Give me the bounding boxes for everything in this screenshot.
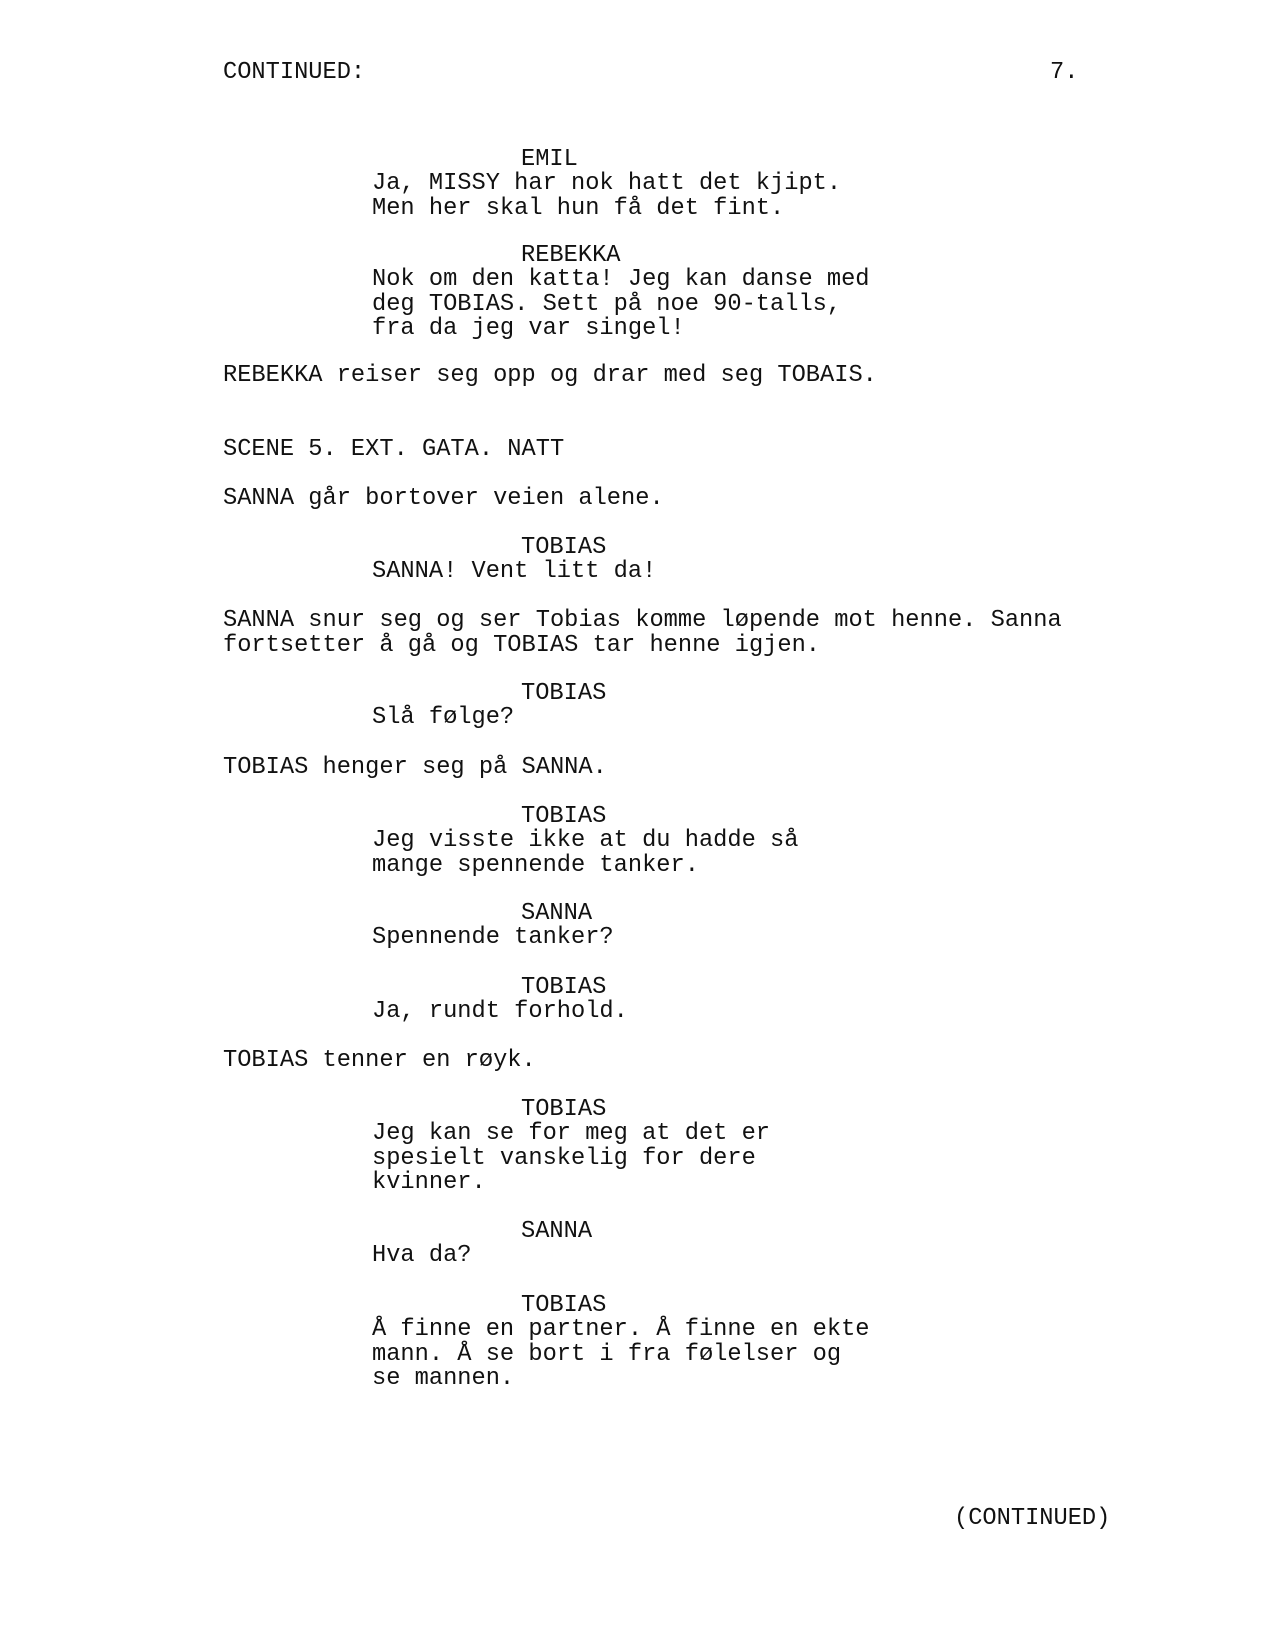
action-line: REBEKKA reiser seg opp og drar med seg TOBAIS. — [223, 362, 877, 389]
dialogue: SANNA! Vent litt da! — [372, 558, 657, 585]
character-name: TOBIAS — [521, 974, 607, 1001]
dialogue: Hva da? — [372, 1242, 472, 1269]
character-name: EMIL — [521, 146, 578, 173]
character-name: TOBIAS — [521, 534, 607, 561]
dialogue: Å finne en partner. Å finne en ekte mann. Å se bort i fra følelser og se mannen. — [372, 1316, 870, 1393]
scene-heading: SCENE 5. EXT. GATA. NATT — [223, 436, 565, 463]
dialogue: Ja, rundt forhold. — [372, 998, 628, 1025]
footer-continued: (CONTINUED) — [954, 1505, 1111, 1532]
page-number: 7. — [1050, 59, 1079, 86]
character-name: REBEKKA — [521, 242, 621, 269]
action-line: SANNA går bortover veien alene. — [223, 485, 664, 512]
action-line: SANNA snur seg og ser Tobias komme løpende mot henne. Sanna fortsetter å gå og TOBIAS tar henne igjen. — [223, 607, 1062, 659]
dialogue: Jeg visste ikke at du hadde så mange spennende tanker. — [372, 827, 799, 879]
action-line: TOBIAS henger seg på SANNA. — [223, 754, 607, 781]
dialogue: Jeg kan se for meg at det er spesielt vanskelig for dere kvinner. — [372, 1120, 771, 1197]
action-line: TOBIAS tenner en røyk. — [223, 1047, 536, 1074]
character-name: TOBIAS — [521, 680, 607, 707]
dialogue: Ja, MISSY har nok hatt det kjipt. Men her skal hun få det fint. — [372, 170, 842, 222]
character-name: TOBIAS — [521, 1292, 607, 1319]
dialogue: Nok om den katta! Jeg kan danse med deg TOBIAS. Sett på noe 90-talls, fra da jeg var singel! — [372, 266, 870, 343]
character-name: TOBIAS — [521, 803, 607, 830]
dialogue: Spennende tanker? — [372, 924, 614, 951]
character-name: SANNA — [521, 900, 593, 927]
character-name: TOBIAS — [521, 1096, 607, 1123]
dialogue: Slå følge? — [372, 704, 515, 731]
header-continued: CONTINUED: — [223, 59, 366, 86]
character-name: SANNA — [521, 1218, 593, 1245]
